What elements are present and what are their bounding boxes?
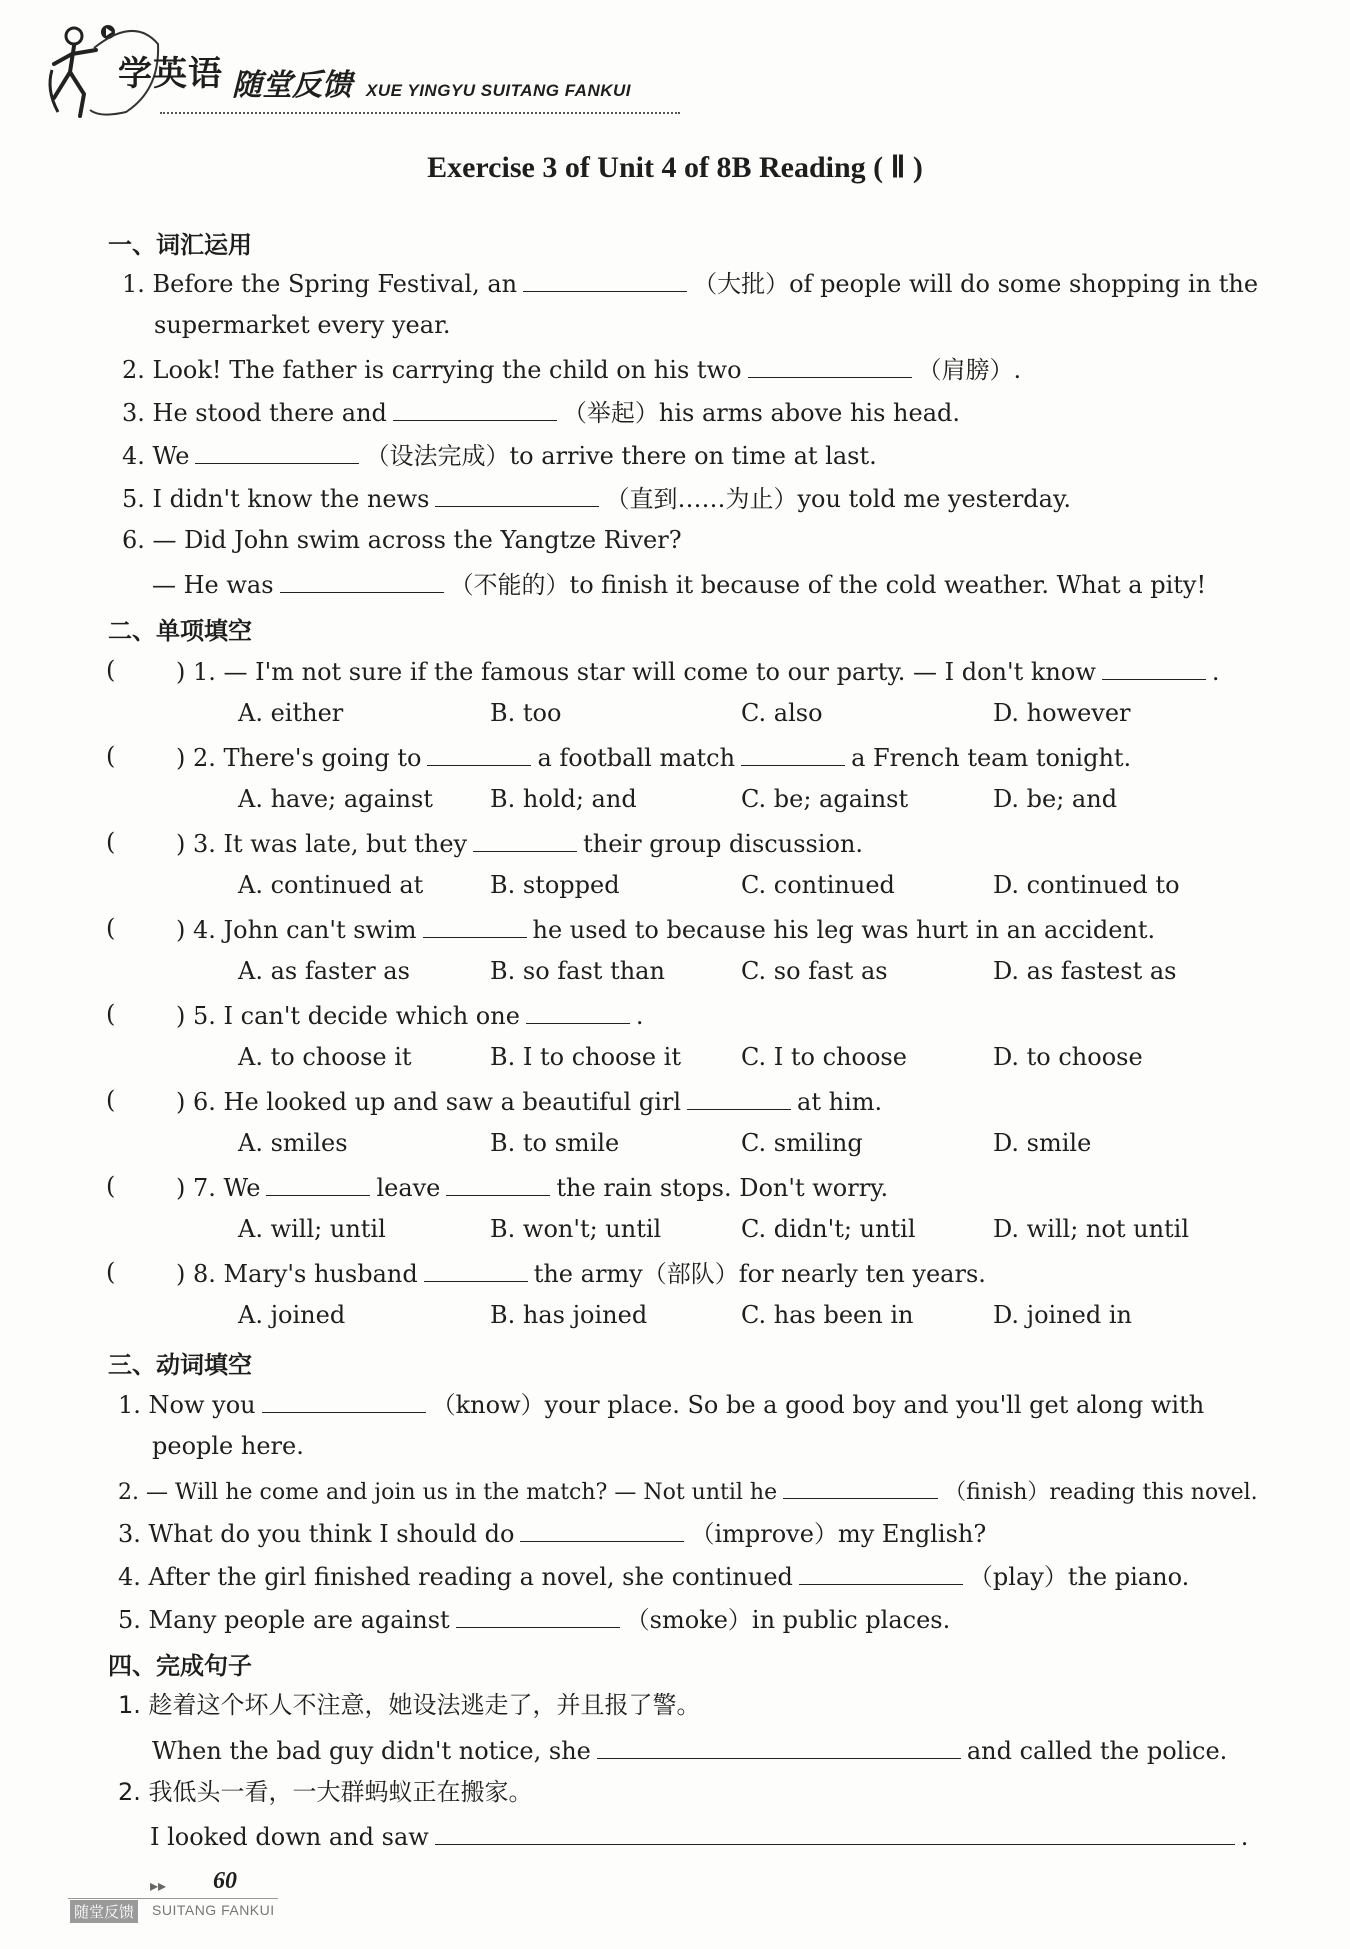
mc-option[interactable]: A. to choose it bbox=[238, 1043, 412, 1071]
mc-option[interactable]: C. also bbox=[741, 699, 823, 727]
footer-badge: 随堂反馈 bbox=[70, 1900, 138, 1923]
answer-blank[interactable] bbox=[427, 741, 531, 766]
answer-blank[interactable] bbox=[520, 1517, 684, 1542]
mc-option[interactable]: B. I to choose it bbox=[490, 1043, 681, 1071]
mc-option[interactable]: D. joined in bbox=[993, 1301, 1132, 1329]
mc-question-7: ) 7. We leave the rain stops. Don't worry. bbox=[176, 1171, 888, 1203]
answer-paren[interactable]: ( bbox=[106, 742, 116, 770]
mc-question-3: ) 3. It was late, but they their group discussion. bbox=[176, 827, 863, 859]
vocab-item-3: 3. He stood there and （举起）his arms above his head. bbox=[122, 396, 960, 428]
mc-option[interactable]: C. continued bbox=[741, 871, 895, 899]
mc-question-5: ) 5. I can't decide which one . bbox=[176, 999, 644, 1031]
vocab-item-6-cont: — He was （不能的）to finish it because of the cold weather. What a pity! bbox=[152, 568, 1206, 600]
mc-option[interactable]: D. continued to bbox=[993, 871, 1180, 899]
mc-option[interactable]: C. I to choose bbox=[741, 1043, 907, 1071]
mc-question-6: ) 6. He looked up and saw a beautiful girl at him. bbox=[176, 1085, 882, 1117]
verb-item-2: 2. — Will he come and join us in the match? — Not until he （finish）reading this novel. bbox=[118, 1474, 1258, 1508]
mc-option[interactable]: C. smiling bbox=[741, 1129, 863, 1157]
answer-paren[interactable]: ( bbox=[106, 914, 116, 942]
mc-option[interactable]: C. has been in bbox=[741, 1301, 914, 1329]
mc-option[interactable]: B. too bbox=[490, 699, 562, 727]
answer-blank[interactable] bbox=[195, 439, 359, 464]
answer-blank[interactable] bbox=[424, 1257, 528, 1282]
answer-blank[interactable] bbox=[741, 741, 845, 766]
verb-item-4: 4. After the girl finished reading a novel, she continued （play）the piano. bbox=[118, 1560, 1189, 1592]
sentence-item-1-en: When the bad guy didn't notice, she and called the police. bbox=[152, 1734, 1227, 1766]
vocab-item-2: 2. Look! The father is carrying the child on his two （肩膀）. bbox=[122, 353, 1021, 385]
section-heading-vocab: 一、词汇运用 bbox=[108, 231, 252, 259]
mc-option[interactable]: B. won't; until bbox=[490, 1215, 662, 1243]
mc-question-8: ) 8. Mary's husband the army（部队）for nearly ten years. bbox=[176, 1257, 986, 1289]
mc-option[interactable]: D. however bbox=[993, 699, 1131, 727]
vocab-item-6: 6. — Did John swim across the Yangtze River? bbox=[122, 526, 682, 554]
answer-blank[interactable] bbox=[262, 1388, 426, 1413]
answer-blank[interactable] bbox=[526, 999, 630, 1024]
mc-option[interactable]: A. smiles bbox=[238, 1129, 348, 1157]
mc-option[interactable]: D. as fastest as bbox=[993, 957, 1177, 985]
page-header bbox=[40, 14, 680, 124]
answer-paren[interactable]: ( bbox=[106, 1000, 116, 1028]
vocab-item-4: 4. We （设法完成）to arrive there on time at last. bbox=[122, 439, 877, 471]
answer-blank[interactable] bbox=[393, 396, 557, 421]
answer-blank[interactable] bbox=[423, 913, 527, 938]
mc-option[interactable]: B. hold; and bbox=[490, 785, 637, 813]
answer-blank[interactable] bbox=[435, 482, 599, 507]
mc-option[interactable]: A. continued at bbox=[238, 871, 424, 899]
section-heading-sentences: 四、完成句子 bbox=[108, 1652, 252, 1680]
footer-divider bbox=[68, 1898, 278, 1899]
answer-blank[interactable] bbox=[783, 1474, 938, 1499]
section-heading-verbs: 三、动词填空 bbox=[108, 1351, 252, 1379]
verb-item-1-cont: people here. bbox=[152, 1432, 304, 1460]
answer-paren[interactable]: ( bbox=[106, 656, 116, 684]
answer-blank[interactable] bbox=[456, 1603, 620, 1628]
answer-blank[interactable] bbox=[435, 1820, 1235, 1845]
mc-option[interactable]: D. smile bbox=[993, 1129, 1092, 1157]
logo-title: 学英语 bbox=[118, 54, 223, 94]
sentence-item-1-cn: 1. 趁着这个坏人不注意，她设法逃走了，并且报了警。 bbox=[118, 1691, 701, 1719]
vocab-item-1-cont: supermarket every year. bbox=[154, 311, 451, 339]
answer-blank[interactable] bbox=[266, 1171, 370, 1196]
mc-option[interactable]: A. joined bbox=[238, 1301, 346, 1329]
mc-option[interactable]: B. so fast than bbox=[490, 957, 665, 985]
answer-blank[interactable] bbox=[1102, 655, 1206, 680]
answer-blank[interactable] bbox=[523, 267, 687, 292]
logo-subtitle: 随堂反馈 bbox=[232, 68, 352, 103]
header-divider bbox=[160, 112, 680, 114]
answer-blank[interactable] bbox=[473, 827, 577, 852]
answer-blank[interactable] bbox=[687, 1085, 791, 1110]
answer-blank[interactable] bbox=[748, 353, 912, 378]
sentence-item-2-cn: 2. 我低头一看，一大群蚂蚁正在搬家。 bbox=[118, 1778, 533, 1806]
mc-option[interactable]: A. will; until bbox=[238, 1215, 386, 1243]
answer-blank[interactable] bbox=[446, 1171, 550, 1196]
mc-option[interactable]: C. so fast as bbox=[741, 957, 888, 985]
vocab-item-1: 1. Before the Spring Festival, an （大批）of people will do some shopping in the bbox=[122, 267, 1258, 299]
mc-option[interactable]: D. will; not until bbox=[993, 1215, 1190, 1243]
mc-option[interactable]: A. either bbox=[238, 699, 344, 727]
mc-question-4: ) 4. John can't swim he used to because his leg was hurt in an accident. bbox=[176, 913, 1155, 945]
answer-paren[interactable]: ( bbox=[106, 1086, 116, 1114]
verb-item-1: 1. Now you （know）your place. So be a good boy and you'll get along with bbox=[118, 1388, 1204, 1420]
verb-item-5: 5. Many people are against （smoke）in public places. bbox=[118, 1603, 950, 1635]
mc-option[interactable]: A. have; against bbox=[238, 785, 433, 813]
mc-option[interactable]: B. has joined bbox=[490, 1301, 648, 1329]
mc-option[interactable]: D. be; and bbox=[993, 785, 1118, 813]
sentence-item-2-en: I looked down and saw . bbox=[150, 1820, 1248, 1852]
page-title: Exercise 3 of Unit 4 of 8B Reading ( Ⅱ ) bbox=[427, 151, 923, 184]
section-heading-mc: 二、单项填空 bbox=[108, 617, 252, 645]
answer-blank[interactable] bbox=[799, 1560, 963, 1585]
mc-option[interactable]: A. as faster as bbox=[238, 957, 410, 985]
logo-pinyin: XUE YINGYU SUITANG FANKUI bbox=[366, 81, 632, 100]
verb-item-3: 3. What do you think I should do （improve）my English? bbox=[118, 1517, 986, 1549]
answer-paren[interactable]: ( bbox=[106, 828, 116, 856]
mc-option[interactable]: D. to choose bbox=[993, 1043, 1143, 1071]
answer-paren[interactable]: ( bbox=[106, 1258, 116, 1286]
mc-option[interactable]: B. to smile bbox=[490, 1129, 620, 1157]
answer-paren[interactable]: ( bbox=[106, 1172, 116, 1200]
answer-blank[interactable] bbox=[280, 568, 444, 593]
vocab-item-5: 5. I didn't know the news （直到……为止）you told me yesterday. bbox=[122, 482, 1071, 514]
mc-option[interactable]: C. be; against bbox=[741, 785, 909, 813]
mc-option[interactable]: C. didn't; until bbox=[741, 1215, 916, 1243]
answer-blank[interactable] bbox=[597, 1734, 961, 1759]
mc-option[interactable]: B. stopped bbox=[490, 871, 620, 899]
footer-pinyin: SUITANG FANKUI bbox=[152, 1902, 275, 1918]
mc-question-1: ) 1. — I'm not sure if the famous star will come to our party. — I don't know . bbox=[176, 655, 1220, 687]
page-number: 60 bbox=[213, 1868, 237, 1894]
double-arrow-icon: ▸▸ bbox=[150, 1876, 167, 1895]
mc-question-2: ) 2. There's going to a football match a French team tonight. bbox=[176, 741, 1131, 773]
